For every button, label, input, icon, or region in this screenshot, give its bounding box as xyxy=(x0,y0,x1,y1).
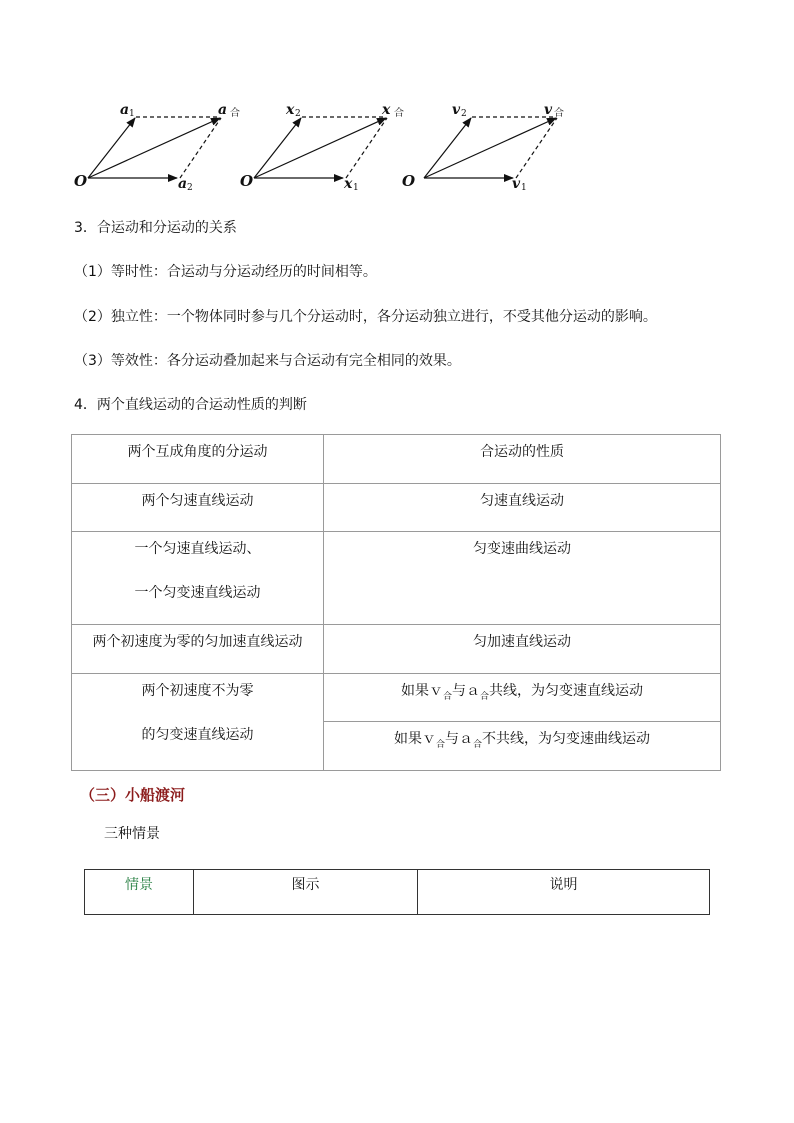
diagram-acceleration xyxy=(74,102,240,193)
table-header-cell: 说明 xyxy=(418,870,710,915)
subheading: 三种情景 xyxy=(104,826,160,842)
resultant-subscript: 合 xyxy=(230,108,240,119)
vector-subscript: 1 xyxy=(521,183,527,193)
heading-relationship: 3．合运动和分运动的关系 xyxy=(74,220,237,236)
diagram-velocity xyxy=(402,102,564,193)
vector-subscript: 2 xyxy=(295,109,301,119)
item-simultaneity: （1）等时性：合运动与分运动经历的时间相等。 xyxy=(74,264,377,280)
resultant-subscript: 合 xyxy=(394,108,404,119)
resultant-label: x xyxy=(382,102,391,118)
scenario-table xyxy=(84,869,710,915)
vector-label: x xyxy=(286,102,295,118)
vector-label: x xyxy=(344,176,353,192)
table-header-cell: 合运动的性质 xyxy=(324,435,721,484)
diagram-displacement xyxy=(240,102,404,193)
table-cell: 如果ｖ$_合$与ａ$_合$不共线，为匀变速曲线运动 xyxy=(324,722,721,771)
origin-label: O xyxy=(74,172,88,190)
resultant-subscript: 合 xyxy=(554,108,564,119)
vector-subscript: 1 xyxy=(129,109,135,119)
table-cell: 两个初速度为零的匀加速直线运动 xyxy=(72,625,324,674)
vector-diagrams xyxy=(60,96,580,196)
motion-property-table xyxy=(71,434,721,771)
vector-subscript: 1 xyxy=(353,183,359,193)
resultant-label: a xyxy=(218,102,228,118)
item-independence: （2）独立性：一个物体同时参与几个分运动时，各分运动独立进行，不受其他分运动的影响。 xyxy=(74,309,657,325)
table-cell: 匀加速直线运动 xyxy=(324,625,721,674)
table-cell: 一个匀速直线运动、 一个匀变速直线运动 xyxy=(72,532,324,625)
vector-subscript: 2 xyxy=(461,109,467,119)
section-title: （三）小船渡河 xyxy=(80,786,186,804)
vector-subscript: 2 xyxy=(187,183,193,193)
origin-label: O xyxy=(402,172,416,190)
table-cell: 匀速直线运动 xyxy=(324,484,721,532)
origin-label: O xyxy=(240,172,254,190)
table-cell: 两个匀速直线运动 xyxy=(72,484,324,532)
table-cell: 匀变速曲线运动 xyxy=(324,532,721,625)
table-cell: 两个初速度不为零 的匀变速直线运动 xyxy=(72,674,324,771)
item-equivalence: （3）等效性：各分运动叠加起来与合运动有完全相同的效果。 xyxy=(74,353,461,369)
resultant-label: v xyxy=(544,102,553,118)
table-header-cell: 图示 xyxy=(194,870,418,915)
table-header-cell: 两个互成角度的分运动 xyxy=(72,435,324,484)
vector-label: a xyxy=(178,176,188,192)
heading-judgment: 4．两个直线运动的合运动性质的判断 xyxy=(74,397,307,413)
vector-label: v xyxy=(512,176,521,192)
vector-label: a xyxy=(120,102,130,118)
table-cell: 如果ｖ$_合$与ａ$_合$共线，为匀变速直线运动 xyxy=(324,674,721,722)
table-header-cell: 情景 xyxy=(85,870,194,915)
vector-label: v xyxy=(452,102,461,118)
